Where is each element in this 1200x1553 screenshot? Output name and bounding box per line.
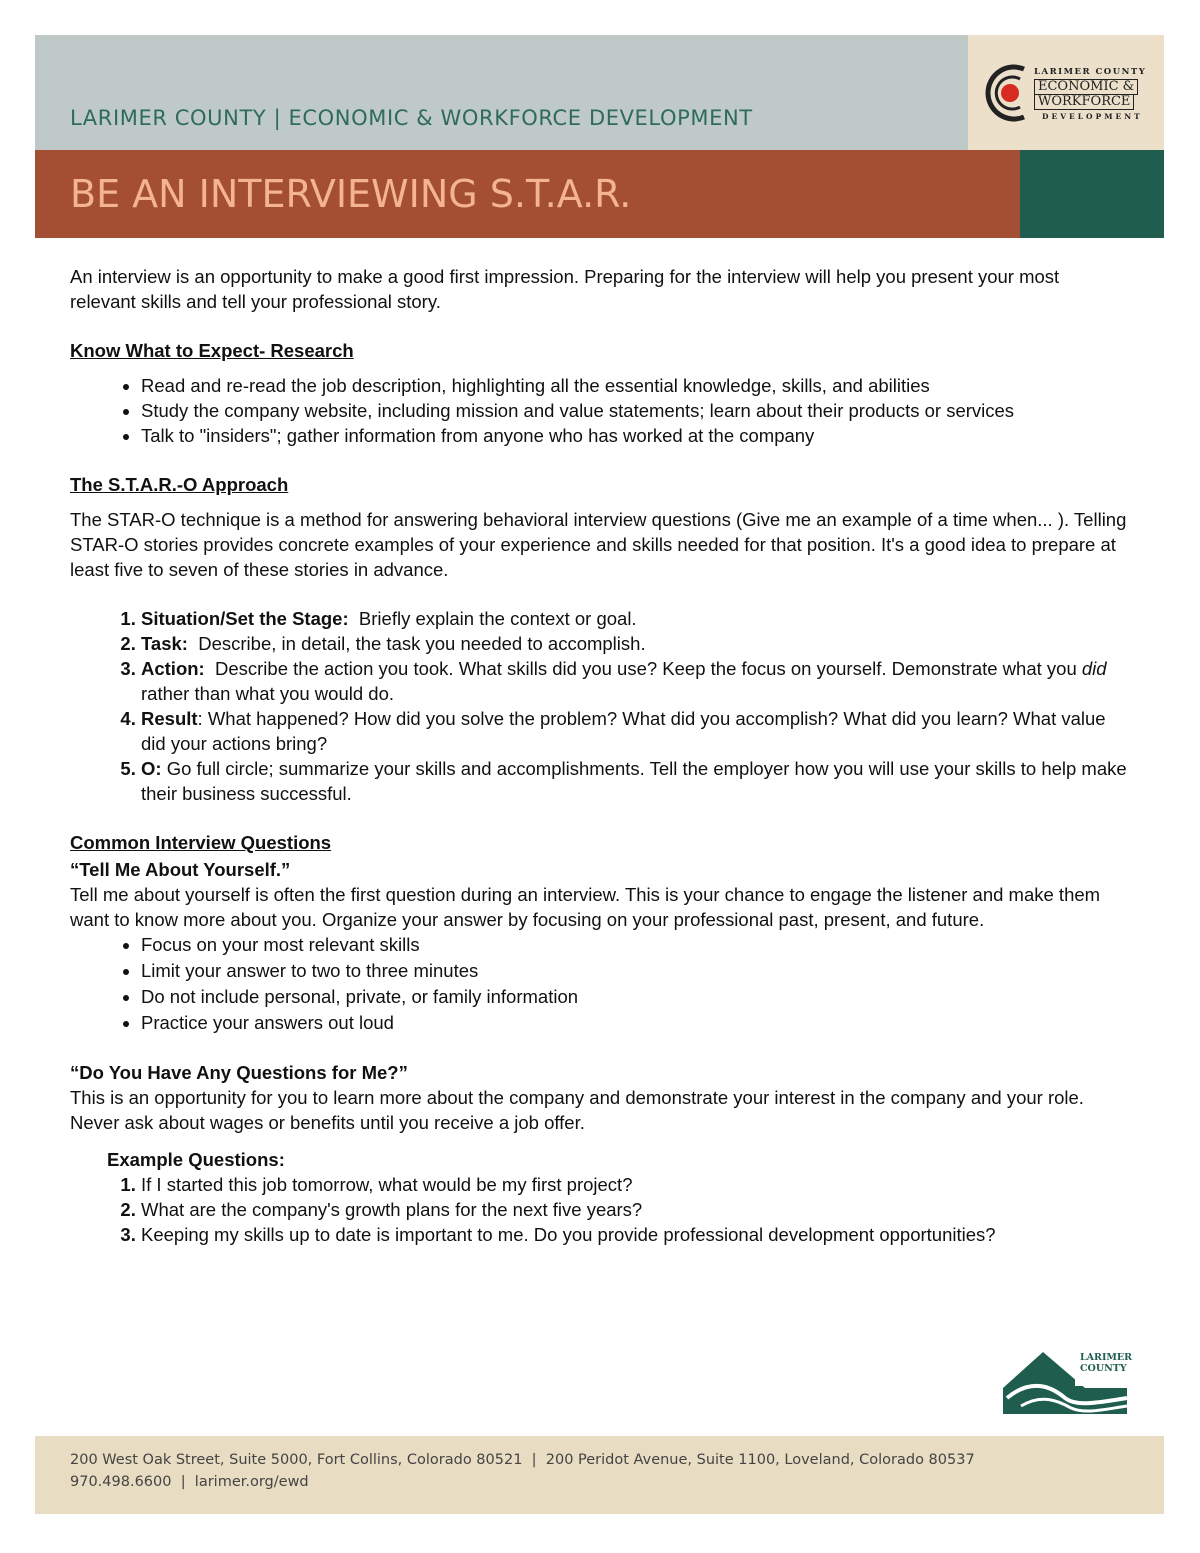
list-item: • Limit your answer to two to three minutes xyxy=(141,958,1130,984)
step-label: O: xyxy=(141,758,162,779)
list-item: 1. If I started this job tomorrow, what would be my first project? xyxy=(141,1172,1130,1197)
list-item xyxy=(141,631,1130,656)
step-label: Task: xyxy=(141,633,188,654)
question-body: Tell me about yourself is often the first question during an interview. This is your chance to engage the listener and make them want to know more about you. Organize your answer by focusing on your professional past, present, and future. xyxy=(70,884,1101,930)
list-item xyxy=(141,706,1130,756)
example-questions-list xyxy=(70,1172,1130,1247)
step-text: : What happened? How did you solve the problem? What did you accomplish? What did you learn? What value did your actions bring? xyxy=(141,708,1106,754)
step-text: Describe, in detail, the task you needed to accomplish. xyxy=(187,633,646,654)
ewd-logo xyxy=(968,35,1164,150)
page-title: BE AN INTERVIEWING S.T.A.R. xyxy=(70,172,632,216)
org-name: LARIMER COUNTY | ECONOMIC & WORKFORCE DEVELOPMENT xyxy=(70,106,753,130)
research-heading: Know What to Expect- Research xyxy=(70,340,354,361)
list-item: • Practice your answers out loud xyxy=(141,1010,1130,1036)
list-item xyxy=(141,656,1130,706)
list-item: • Focus on your most relevant skills xyxy=(141,932,1130,958)
list-item: • Do not include personal, private, or family information xyxy=(141,984,1130,1010)
step-label: Result xyxy=(141,708,198,729)
logo-line-3: WORKFORCE xyxy=(1034,94,1134,110)
document-body xyxy=(70,264,1130,1247)
footer-contact: 970.498.6600 | larimer.org/ewd xyxy=(70,1474,309,1490)
tell-me-list xyxy=(70,932,1130,1036)
example-questions-heading: Example Questions: xyxy=(107,1149,285,1170)
star-steps xyxy=(70,606,1130,806)
ewd-logo-icon xyxy=(980,61,1032,125)
list-item xyxy=(141,756,1130,806)
step-label: Action: xyxy=(141,658,205,679)
step-text: Go full circle; summarize your skills and accomplishments. Tell the employer how you will use your skills to help make their business successful. xyxy=(141,758,1127,804)
question-title: “Do You Have Any Questions for Me?” xyxy=(70,1062,408,1083)
list-item: 3. Keeping my skills up to date is important to me. Do you provide professional development opportunities? xyxy=(141,1222,1130,1247)
logo-line-1: LARIMER COUNTY xyxy=(1034,67,1147,77)
list-item: • Study the company website, including mission and value statements; learn about their products or services xyxy=(141,398,1130,423)
footer-addresses: 200 West Oak Street, Suite 5000, Fort Collins, Colorado 80521 | 200 Peridot Avenue, Suite 1100, Loveland, Colorado 80537 xyxy=(70,1452,975,1468)
step-emphasis: did xyxy=(1081,658,1107,679)
county-logo-line: COUNTY xyxy=(1080,1363,1127,1374)
step-text: Briefly explain the context or goal. xyxy=(348,608,637,629)
list-item: • Talk to "insiders"; gather information from anyone who has worked at the company xyxy=(141,423,1130,448)
star-description: The STAR-O technique is a method for answering behavioral interview questions (Give me an example of a time when... ). Telling STAR-O stories provides concrete examples of your experience and skills needed for that position. It's a good idea to prepare at least five to seven of these stories in advance. xyxy=(70,509,1127,580)
list-item xyxy=(141,606,1130,631)
step-text: rather than what you would do. xyxy=(141,683,394,704)
title-accent-block xyxy=(1020,150,1164,238)
logo-line-4: DEVELOPMENT xyxy=(1042,112,1143,121)
step-text: Describe the action you took. What skills did you use? Keep the focus on yourself. Demonstrate what you xyxy=(204,658,1082,679)
question-title: “Tell Me About Yourself.” xyxy=(70,859,291,880)
county-logo-line: LARIMER xyxy=(1080,1352,1133,1363)
question-body: This is an opportunity for you to learn more about the company and demonstrate your interest in the company and your role. Never ask about wages or benefits until you receive a job offer. xyxy=(70,1087,1084,1133)
star-heading: The S.T.A.R.-O Approach xyxy=(70,474,289,495)
list-item: • Read and re-read the job description, highlighting all the essential knowledge, skills, and abilities xyxy=(141,373,1130,398)
step-label: Situation/Set the Stage: xyxy=(141,608,349,629)
list-item: 2. What are the company's growth plans for the next five years? xyxy=(141,1197,1130,1222)
logo-line-2: ECONOMIC & xyxy=(1034,79,1138,95)
county-logo-text xyxy=(1080,1352,1132,1374)
header-band xyxy=(35,35,968,150)
common-questions-heading: Common Interview Questions xyxy=(70,832,332,853)
intro-paragraph: An interview is an opportunity to make a good first impression. Preparing for the interview will help you present your most relevant skills and tell your professional story. xyxy=(70,266,1060,312)
research-list xyxy=(70,373,1130,448)
